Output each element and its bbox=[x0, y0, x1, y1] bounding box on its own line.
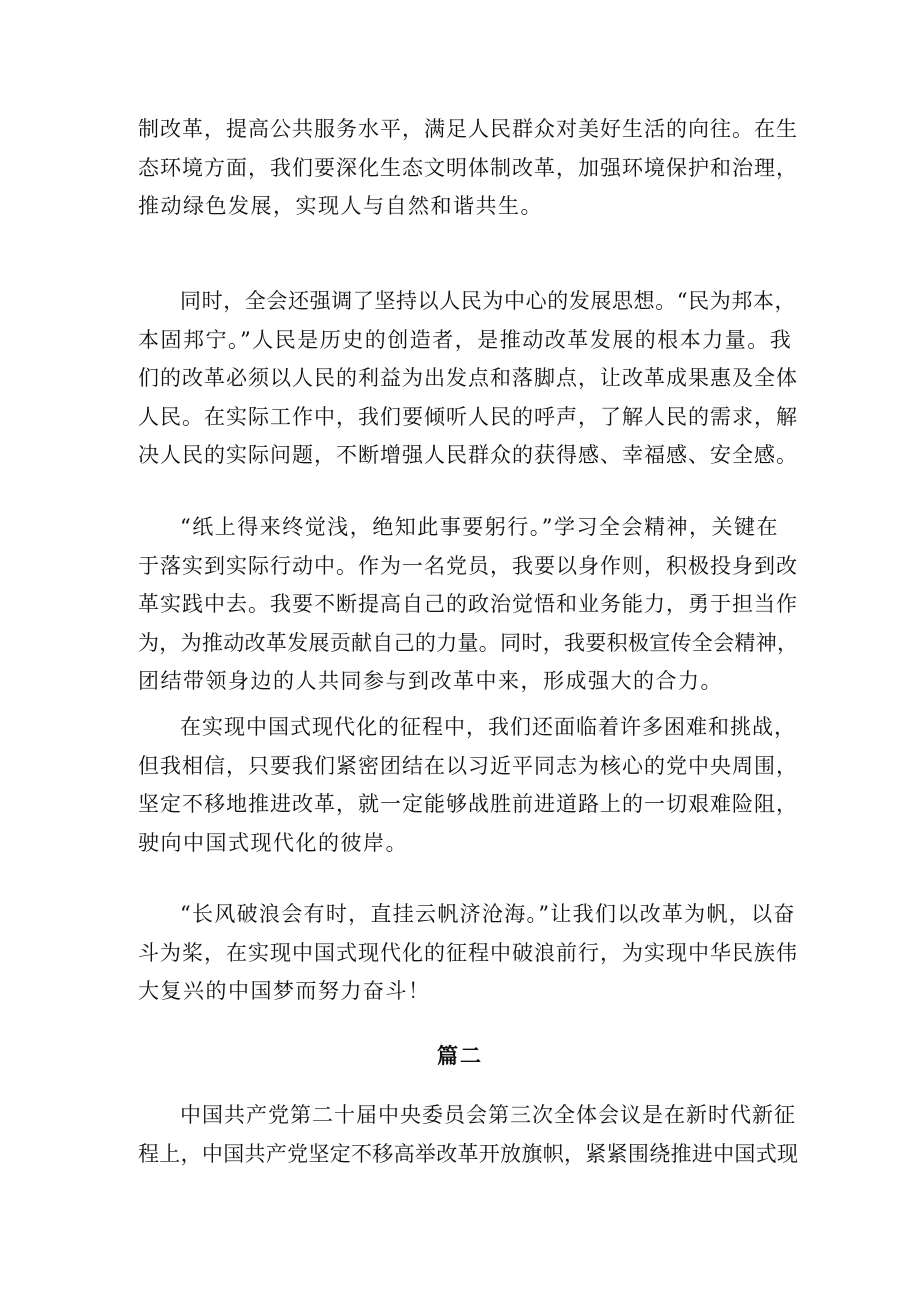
paragraph-line: “长风破浪会有时，直挂云帆济沧海。”让我们以改革为帆，以奋 bbox=[180, 902, 796, 926]
paragraph-3 bbox=[138, 508, 798, 701]
paragraph-line: 于落实到实际行动中。作为一名党员，我要以身作则，积极投身到改 bbox=[138, 553, 798, 578]
paragraph-5 bbox=[138, 895, 798, 1011]
paragraph-line: 人民。在实际工作中，我们要倾听人民的呼声，了解人民的需求，解 bbox=[138, 404, 798, 429]
paragraph-line: 们的改革必须以人民的利益为出发点和落脚点，让改革成果惠及全体 bbox=[138, 366, 798, 390]
paragraph-line: 大复兴的中国梦而努力奋斗！ bbox=[138, 979, 431, 1003]
section-paragraph-1 bbox=[138, 1096, 798, 1173]
paragraph-line: 驶向中国式现代化的彼岸。 bbox=[138, 830, 408, 855]
paragraph-line: 本固邦宁。”人民是历史的创造者，是推动改革发展的根本力量。我 bbox=[138, 327, 793, 352]
paragraph-2 bbox=[138, 282, 798, 475]
paragraph-line: 推动绿色发展，实现人与自然和谐共生。 bbox=[138, 194, 543, 218]
paragraph-line: 革实践中去。我要不断提高自己的政治觉悟和业务能力，勇于担当作 bbox=[138, 592, 798, 616]
paragraph-1 bbox=[138, 110, 798, 226]
paragraph-line: 程上，中国共产党坚定不移高举改革开放旗帜，紧紧围绕推进中国式现 bbox=[138, 1141, 799, 1166]
paragraph-line: 同时，全会还强调了坚持以人民为中心的发展思想。“民为邦本， bbox=[180, 289, 797, 313]
paragraph-line: 但我相信，只要我们紧密团结在以习近平同志为核心的党中央周围， bbox=[138, 753, 798, 778]
section-heading: 篇二 bbox=[437, 1044, 483, 1068]
paragraph-4 bbox=[138, 708, 798, 862]
paragraph-line: 坚定不移地推进改革，就一定能够战胜前进道路上的一切艰难险阻， bbox=[138, 792, 798, 816]
paragraph-line: 团结带领身边的人共同参与到改革中来，形成强大的合力。 bbox=[138, 669, 723, 693]
paragraph-line: 为，为推动改革发展贡献自己的力量。同时，我要积极宣传全会精神， bbox=[138, 630, 799, 655]
paragraph-line: 制改革，提高公共服务水平，满足人民群众对美好生活的向往。在生 bbox=[138, 117, 798, 141]
paragraph-line: 决人民的实际问题，不断增强人民群众的获得感、幸福感、安全感。 bbox=[138, 443, 798, 467]
paragraph-line: 斗为桨，在实现中国式现代化的征程中破浪前行，为实现中华民族伟 bbox=[138, 940, 798, 965]
paragraph-line: 态环境方面，我们要深化生态文明体制改革，加强环境保护和治理， bbox=[138, 155, 798, 180]
paragraph-line: “纸上得来终觉浅，绝知此事要躬行。”学习全会精神，关键在 bbox=[180, 515, 779, 539]
paragraph-line: 在实现中国式现代化的征程中，我们还面临着许多困难和挑战， bbox=[180, 715, 796, 739]
paragraph-line: 中国共产党第二十届中央委员会第三次全体会议是在新时代新征 bbox=[180, 1103, 796, 1127]
